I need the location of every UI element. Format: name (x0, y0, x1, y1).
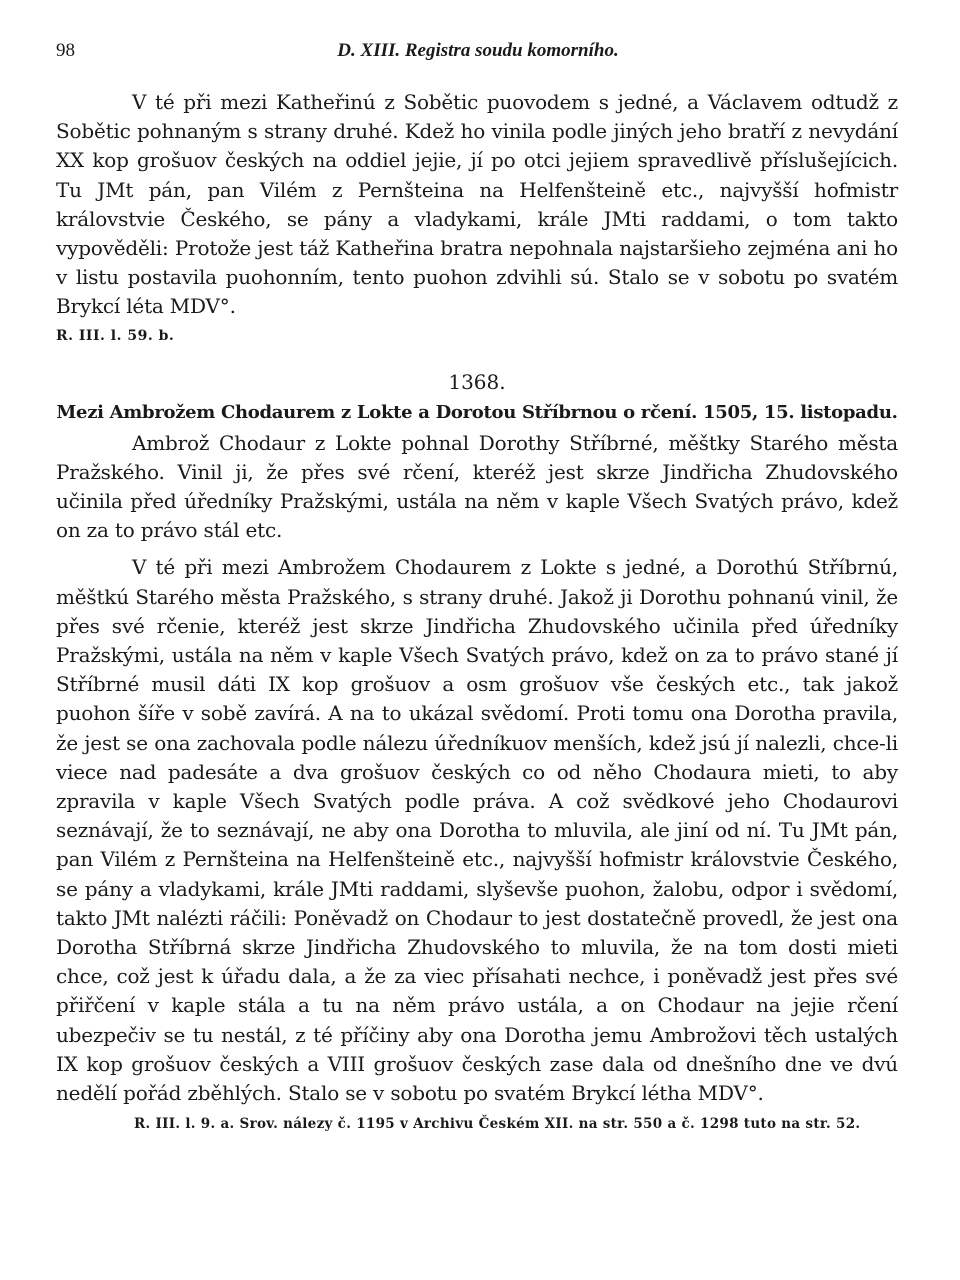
page-content (56, 88, 898, 1132)
paragraph-3: V té při mezi Ambrožem Chodaurem z Lokte s jedné, a Dorothú Stříbrnú, měštkú Starého města Pražského, s strany druhé. Jakož ji Dorothu pohnanú vinil, že přes své rčenie, kteréž jest skrze Jindřicha Zhudovského učinila před úředníky Pražskými, ustála na něm v kaple Všech Svatých právo, kdež on za to právo stané jí Stříbrné musil dáti IX kop grošuov a osm grošuov vše českých etc., tak jakož puohon šíře v sobě zavírá. A na to ukázal svědomí. Proti tomu ona Dorotha pravila, že jest se ona zachovala podle nálezu úředníkuov menších, kdež jsú jí nalezli, chce-li viece nad padesáte a dva grošuov českých co od něho Chodaura mieti, to aby zpravila v kaple Všech Svatých podle práva. A což svědkové jeho Chodaurovi seznávají, že to seznávají, ne aby ona Dorotha to mluvila, ale jiní od ní. Tu JMt pán, pan Vilém z Pernšteina na Helfenšteině etc., najvyšší hofmistr královstvie Českého, se pány a vladykami, krále JMti raddami, slyševše puohon, žalobu, odpor i svědomí, takto JMt nalézti ráčili: Poněvadž on Chodaur to jest dostatečně provedl, že jest ona Dorotha Stříbrná skrze Jindřicha Zhudovského to mluvila, že na tom dosti mieti chce, což jest k úřadu dala, a že za viec přísahati nechce, i poněvadž jest přes své přiřčení v kaple stála a tu na něm právo ustála, a on Chodaur na jejie rčení ubezpečiv se tu nestál, z té příčiny aby ona Dorotha jemu Ambrožovi těch ustalých IX kop grošuov českých a VIII grošuov českých zase dala od dnešního dne ve dvú nedělí pořád zběhlých. Stalo se v sobotu po svatém Brykcí létha MDV°. (56, 555, 898, 1106)
reference-2: R. III. l. 9. a. Srov. nálezy č. 1195 v Archivu Českém XII. na str. 550 a č. 1298 tuto na str. 52. (134, 1116, 861, 1133)
page-number: 98 (56, 40, 75, 61)
entry-number: 1368. (448, 369, 506, 394)
page-header (56, 40, 900, 68)
entry-summary: Mezi Ambrožem Chodaurem z Lokte a Dorotou Stříbrnou o rčení. 1505, 15. listopadu. (56, 401, 898, 423)
paragraph-gap (56, 545, 898, 553)
paragraph-1: V té při mezi Katheřinú z Sobětic puovodem s jedné, a Václavem odtudž z Sobětic pohnaným s strany druhé. Kdež ho vinila podle jiných jeho bratří z nevydání XX kop grošuov českých na oddiel jejie, jí po otci jejiem spravedlivě příslušejícich. Tu JMt pán, pan Vilém z Pernšteina na Helfenšteině etc., najvyšší hofmistr královstvie Českého, se pány a vladykami, krále JMti raddami, o tom takto vypověděli: Protože jest táž Katheřina bratra nepohnala najstaršieho zejména ani ho v listu postavila puohonním, tento puohon zdvihli sú. Stalo se v sobotu po svatém Brykcí léta MDV°. (56, 90, 898, 319)
running-head: D. XIII. Registra soudu komorního. (337, 40, 619, 61)
reference-1: R. III. l. 59. b. (56, 327, 175, 344)
paragraph-2: Ambrož Chodaur z Lokte pohnal Dorothy Stříbrné, měštky Starého města Pražského. Vinil ji, že přes své rčení, kteréž jest skrze Jindřicha Zhudovského učinila před úředníky Pražskými, ustála na něm v kaple Všech Svatých právo, kdež on za to právo stál etc. (56, 430, 898, 543)
